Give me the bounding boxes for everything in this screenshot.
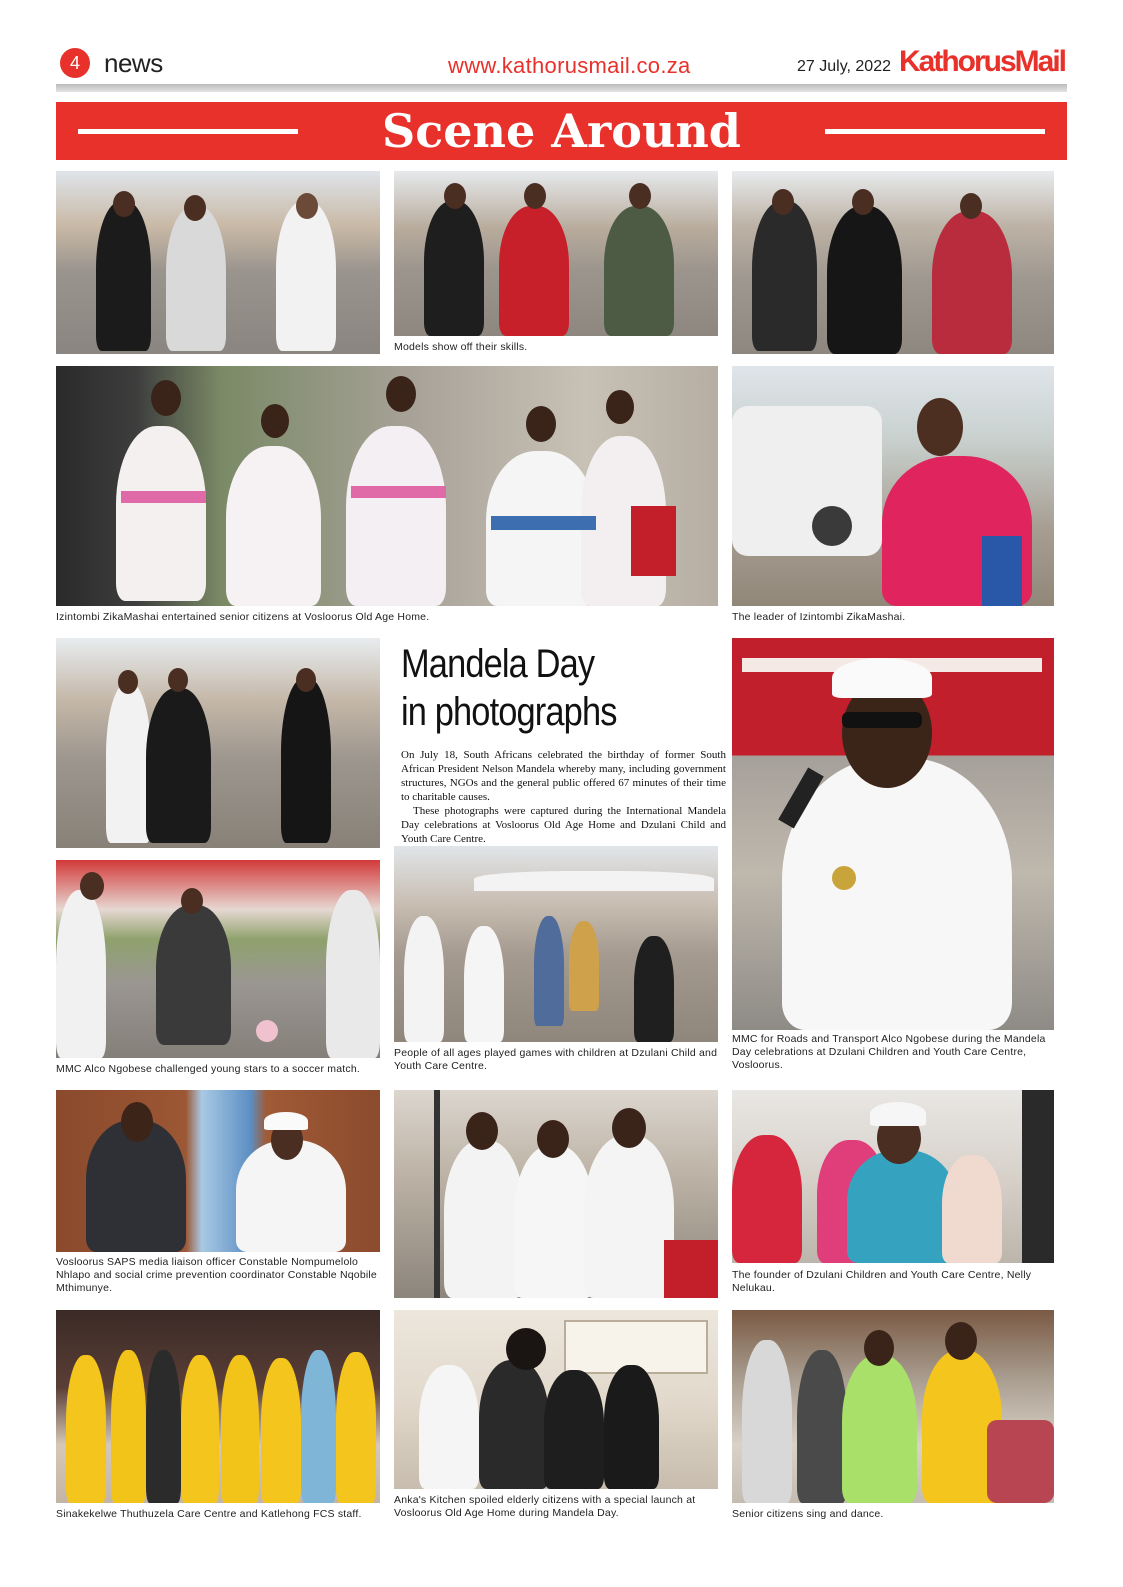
photo-saps-officers — [56, 1090, 380, 1252]
photo-men-in-white — [394, 1090, 718, 1298]
caption-soccer: MMC Alco Ngobese challenged young stars to a soccer match. — [56, 1063, 360, 1075]
article-body — [401, 748, 726, 846]
caption-founder: The founder of Dzulani Children and Youth Care Centre, Nelly Nelukau. — [732, 1269, 1032, 1294]
caption-mmc: MMC for Roads and Transport Alco Ngobese during the Mandela Day celebrations at Dzulani Children and Youth Care Centre, Vosloorus. — [732, 1033, 1046, 1071]
caption-izintombi: Izintombi ZikaMashai entertained senior citizens at Vosloorus Old Age Home. — [56, 611, 430, 623]
article-headline — [401, 640, 685, 736]
photo-models-1 — [394, 171, 718, 336]
issue-date: 27 July, 2022 — [797, 58, 891, 75]
headline-line-1: Mandela Day — [401, 642, 595, 686]
photo-ankas-kitchen — [394, 1310, 718, 1489]
article-paragraph: These photographs were captured during the International Mandela Day celebrations at Vosloorus Old Age Home and Dzulani Child and Youth Care Centre. — [401, 805, 726, 845]
caption-saps: Vosloorus SAPS media liaison officer Constable Nompumelolo Nhlapo and social crime prevention coordinator Constable Nqobile Mthimunye. — [56, 1256, 377, 1294]
photo-soccer-match — [56, 860, 380, 1058]
section-banner — [56, 102, 1067, 160]
photo-games-children — [394, 846, 718, 1042]
caption-leader: The leader of Izintombi ZikaMashai. — [732, 611, 906, 623]
caption-models: Models show off their skills. — [394, 341, 528, 353]
caption-games: People of all ages played games with children at Dzulani Child and Youth Care Centre. — [394, 1047, 718, 1072]
article-paragraph: On July 18, South Africans celebrated the birthday of former South African President Nelson Mandela whereby many, including government structures, NGOs and the general public offered 67 minutes of their time to charitable causes. — [401, 749, 726, 803]
photo-seniors-dancing — [732, 1310, 1054, 1503]
header-divider — [56, 84, 1067, 92]
photo-mmc-microphone — [732, 638, 1054, 1030]
photo-models-sashes — [56, 638, 380, 848]
caption-staff: Sinakekelwe Thuthuzela Care Centre and Katlehong FCS staff. — [56, 1508, 362, 1520]
photo-izintombi-leader — [732, 366, 1054, 606]
masthead-logo: KathorusMail — [899, 45, 1066, 78]
photo-care-centre-staff — [56, 1310, 380, 1503]
caption-ankas: Anka's Kitchen spoiled elderly citizens with a special launch at Vosloorus Old Age Home during Mandela Day. — [394, 1494, 696, 1519]
website-link[interactable]: www.kathorusmail.co.za — [448, 53, 691, 78]
section-label: news — [104, 48, 163, 78]
photo-girls-walking — [56, 171, 380, 354]
photo-dzulani-founder — [732, 1090, 1054, 1263]
page-number-badge: 4 — [60, 48, 90, 78]
photo-models-2 — [732, 171, 1054, 354]
banner-title: Scene Around — [382, 104, 741, 158]
photo-izintombi-dancers — [56, 366, 718, 606]
caption-seniors: Senior citizens sing and dance. — [732, 1508, 884, 1520]
headline-line-2: in photographs — [401, 690, 617, 734]
